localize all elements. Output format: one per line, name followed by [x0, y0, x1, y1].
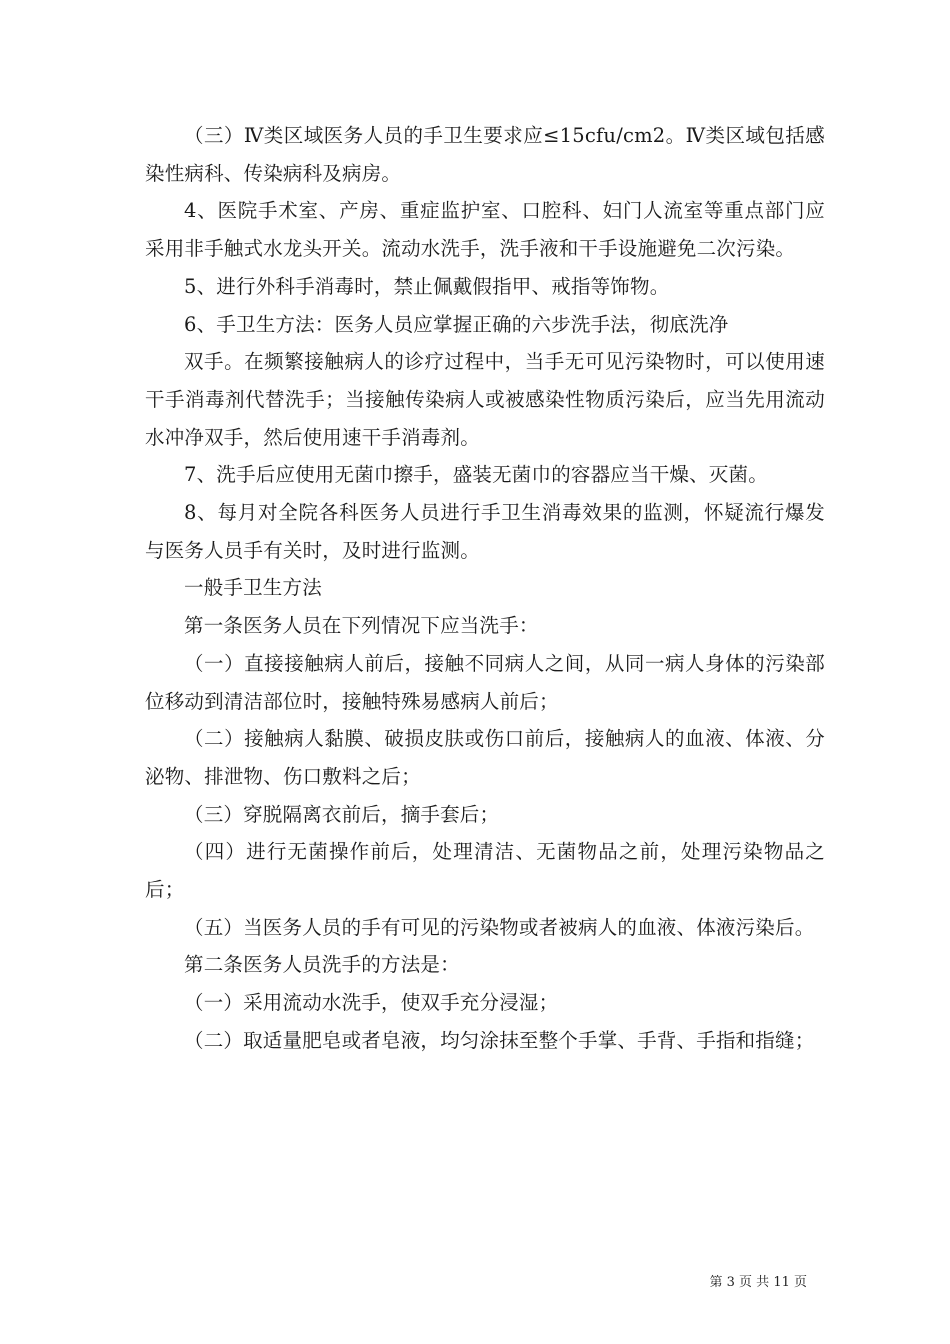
paragraph-item-7-drying: 7、洗手后应使用无菌巾擦手，盛装无菌巾的容器应当干燥、灭菌。 [184, 463, 768, 487]
article-2-heading: 第二条医务人员洗手的方法是： [184, 953, 460, 977]
article-1-clause-4: （四）进行无菌操作前后，处理清洁、无菌物品之前，处理污染物品之后； [145, 840, 825, 902]
article-1-heading: 第一条医务人员在下列情况下应当洗手： [184, 614, 539, 638]
section-heading-general-method: 一般手卫生方法 [184, 576, 322, 600]
article-1-clause-2: （二）接触病人黏膜、破损皮肤或伤口前后，接触病人的血液、体液、分泌物、排泄物、伤口敷料之后； [145, 727, 825, 788]
paragraph-item-6-continued: 双手。在频繁接触病人的诊疗过程中，当手无可见污染物时，可以使用速干手消毒剂代替洗手；当接触传染病人或被感染性物质污染后，应当先用流动水冲净双手，然后使用速干手消毒剂。 [145, 350, 825, 449]
paragraph-item-4-faucets: 4、医院手术室、产房、重症监护室、口腔科、妇门人流室等重点部门应采用非手触式水龙头开关。流动水洗手，洗手液和干手设施避免二次污染。 [145, 199, 825, 261]
paragraph-item-6-hand-hygiene-method: 6、手卫生方法：医务人员应掌握正确的六步洗手法，彻底洗净 [184, 312, 729, 336]
article-1-clause-5: （五）当医务人员的手有可见的污染物或者被病人的血液、体液污染后。 [184, 915, 815, 939]
paragraph-item-8-monitoring: 8、每月对全院各科医务人员进行手卫生消毒效果的监测，怀疑流行爆发与医务人员手有关时，及时进行监测。 [145, 501, 825, 562]
article-1-clause-3: （三）穿脱隔离衣前后，摘手套后； [184, 802, 500, 826]
article-2-clause-1: （一）采用流动水洗手，使双手充分浸湿； [184, 991, 559, 1015]
paragraph-item-5-surgical-disinfection: 5、进行外科手消毒时，禁止佩戴假指甲、戒指等饰物。 [184, 274, 670, 298]
paragraph-iv-area-standard: （三）Ⅳ类区域医务人员的手卫生要求应≤15cfu/cm2。Ⅳ类区域包括感染性病科、传染病科及病房。 [145, 124, 825, 185]
article-1-clause-1: （一）直接接触病人前后，接触不同病人之间，从同一病人身体的污染部位移动到清洁部位时，接触特殊易感病人前后； [145, 651, 825, 713]
article-2-clause-2: （二）取适量肥皂或者皂液，均匀涂抹至整个手掌、手背、手指和指缝； [184, 1028, 815, 1052]
document-body [145, 117, 825, 1060]
page-number: 第 3 页 共 11 页 [709, 1275, 807, 1290]
